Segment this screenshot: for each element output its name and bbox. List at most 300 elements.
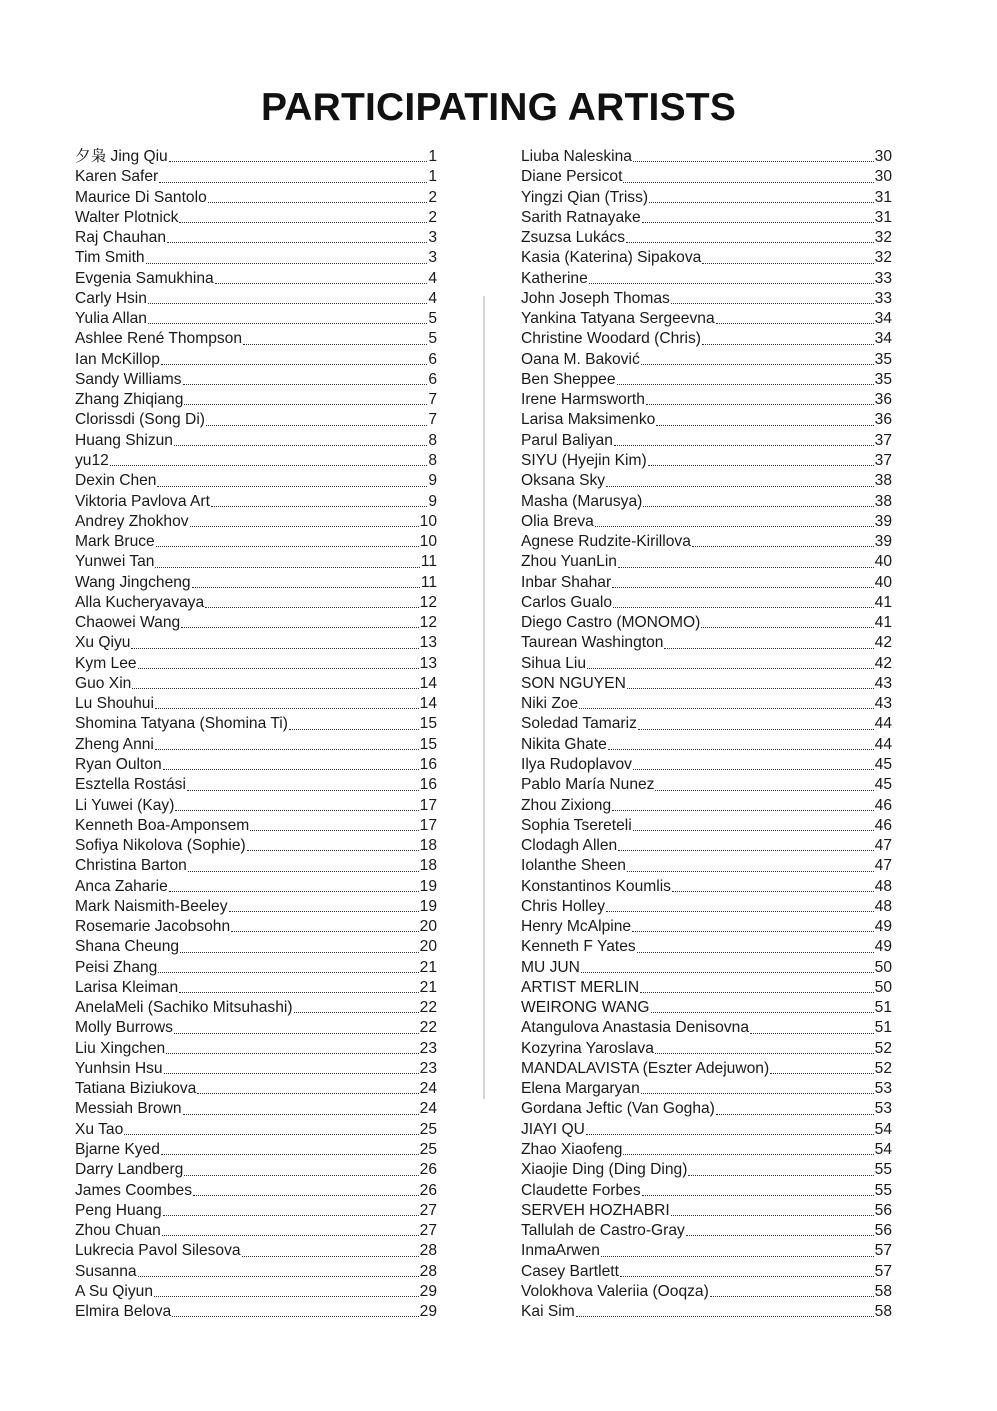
artist-name: Taurean Washington: [521, 634, 664, 652]
artist-name: Mark Naismith-Beeley: [75, 897, 228, 915]
dot-leader: [197, 1093, 418, 1094]
artist-entry: [75, 552, 437, 572]
page-number: 41: [874, 614, 892, 632]
page-number: 12: [419, 614, 437, 632]
page-title: PARTICIPATING ARTISTS: [260, 86, 737, 129]
dot-leader: [623, 1154, 873, 1155]
artist-entry: [521, 1241, 892, 1261]
artist-entry: [75, 877, 437, 897]
artist-entry: [75, 714, 437, 734]
dot-leader: [148, 323, 427, 324]
dot-leader: [188, 871, 419, 872]
artist-entry: [521, 674, 892, 694]
artist-name: Zheng Anni: [75, 735, 154, 753]
artist-entry: [75, 350, 437, 370]
artist-entry: [521, 1282, 892, 1302]
page-number: 38: [874, 492, 892, 510]
artist-name: Raj Chauhan: [75, 229, 167, 247]
artist-entry: [521, 248, 892, 268]
dot-leader: [192, 587, 420, 588]
artist-entry: [521, 978, 892, 998]
artist-name: Shana Cheung: [75, 938, 180, 956]
artist-name: Oana M. Baković: [521, 350, 640, 368]
dot-leader: [159, 182, 427, 183]
dot-leader: [155, 567, 419, 568]
dot-leader: [627, 688, 874, 689]
page-number: 21: [419, 958, 437, 976]
dot-leader: [618, 567, 874, 568]
dot-leader: [167, 242, 427, 243]
artist-name: Ian McKillop: [75, 350, 160, 368]
artist-name: Tatiana Biziukova: [75, 1080, 197, 1098]
dot-leader: [215, 283, 428, 284]
artist-entry: [75, 208, 437, 228]
page-number: 13: [419, 634, 437, 652]
artist-name: Volokhova Valeriia (Ooqza): [521, 1282, 709, 1300]
dot-leader: [183, 1114, 419, 1115]
dot-leader: [169, 891, 419, 892]
artist-name: Inbar Shahar: [521, 573, 612, 591]
dot-leader: [646, 404, 874, 405]
artist-name: Ashlee René Thompson: [75, 330, 243, 348]
dot-leader: [637, 952, 874, 953]
page-number: 19: [419, 877, 437, 895]
dot-leader: [179, 992, 418, 993]
artist-name: Sophia Tsereteli: [521, 816, 632, 834]
artist-entry: [521, 836, 892, 856]
artist-name: Ryan Oulton: [75, 755, 162, 773]
page-number: 9: [428, 472, 437, 490]
dot-leader: [231, 931, 418, 932]
page-number: 21: [419, 978, 437, 996]
artist-entry: [521, 451, 892, 471]
page-number: 17: [419, 816, 437, 834]
artist-entry: [75, 329, 437, 349]
artist-entry: [75, 410, 437, 430]
dot-leader: [180, 952, 419, 953]
artist-name: Evgenia Samukhina: [75, 269, 214, 287]
artist-entry: [75, 1282, 437, 1302]
page-number: 10: [419, 512, 437, 530]
page-number: 48: [874, 877, 892, 895]
artist-name: Molly Burrows: [75, 1019, 173, 1037]
artist-entry: [75, 431, 437, 451]
artist-entry: [521, 390, 892, 410]
artist-name: WEIRONG WANG: [521, 999, 650, 1017]
artist-entry: [75, 269, 437, 289]
dot-leader: [612, 810, 873, 811]
page-number: 38: [874, 472, 892, 490]
artist-name: Xu Qiyu: [75, 634, 131, 652]
artist-entry: [75, 775, 437, 795]
artist-entry: [521, 856, 892, 876]
dot-leader: [649, 202, 874, 203]
page-number: 5: [428, 330, 437, 348]
artist-name: Andrey Zhokhov: [75, 512, 189, 530]
page-number: 40: [874, 573, 892, 591]
page-number: 40: [874, 553, 892, 571]
artist-name: John Joseph Thomas: [521, 289, 670, 307]
artist-entry: [521, 228, 892, 248]
page-number: 45: [874, 776, 892, 794]
artist-entry: [75, 147, 437, 167]
artist-entry: [75, 188, 437, 208]
page-number: 25: [419, 1141, 437, 1159]
artist-name: Chris Holley: [521, 897, 606, 915]
page-number: 8: [428, 431, 437, 449]
artist-entry: [521, 309, 892, 329]
dot-leader: [686, 1235, 874, 1236]
dot-leader: [750, 1033, 874, 1034]
dot-leader: [138, 668, 419, 669]
artist-entry: [75, 816, 437, 836]
dot-leader: [181, 627, 418, 628]
dot-leader: [169, 161, 428, 162]
dot-leader: [579, 708, 873, 709]
artist-entry: [521, 816, 892, 836]
artist-entry: [521, 329, 892, 349]
artist-name: Diane Persicot: [521, 168, 623, 186]
dot-leader: [184, 404, 427, 405]
dot-leader: [250, 830, 418, 831]
dot-leader: [205, 607, 418, 608]
artist-name: SERVEH HOZHABRI: [521, 1201, 670, 1219]
artist-name: Tallulah de Castro-Gray: [521, 1222, 685, 1240]
dot-leader: [148, 303, 427, 304]
artist-name: Liuba Naleskina: [521, 148, 632, 165]
artist-name: Kasia (Katerina) Sipakova: [521, 249, 702, 267]
dot-leader: [206, 425, 427, 426]
dot-leader: [190, 526, 419, 527]
artist-entry: [75, 512, 437, 532]
artist-name: Soledad Tamariz: [521, 715, 637, 733]
artist-name: Chaowei Wang: [75, 614, 181, 632]
artist-entry: [521, 1140, 892, 1160]
page-number: 26: [419, 1181, 437, 1199]
artist-entry: [521, 714, 892, 734]
artist-entry: [75, 1262, 437, 1282]
artist-entry: [75, 958, 437, 978]
page-number: 36: [874, 411, 892, 429]
dot-leader: [632, 931, 874, 932]
dot-leader: [179, 222, 427, 223]
artist-list-right-column: [521, 147, 892, 1322]
artist-name: Yunhsin Hsu: [75, 1059, 163, 1077]
page-number: 5: [428, 310, 437, 328]
artist-name: Nikita Ghate: [521, 735, 607, 753]
dot-leader: [642, 222, 874, 223]
page-number: 4: [428, 269, 437, 287]
dot-leader: [243, 344, 427, 345]
artist-entry: [521, 188, 892, 208]
dot-leader: [671, 1215, 874, 1216]
page-number: 27: [419, 1222, 437, 1240]
page-number: 42: [874, 654, 892, 672]
artist-entry: [521, 1201, 892, 1221]
page-number: 8: [428, 451, 437, 469]
artist-name: Bjarne Kyed: [75, 1141, 160, 1159]
dot-leader: [294, 1012, 419, 1013]
page-number: 20: [419, 938, 437, 956]
page-number: 30: [874, 168, 892, 186]
artist-name: Li Yuwei (Kay): [75, 796, 175, 814]
page-number: 14: [419, 695, 437, 713]
dot-leader: [289, 729, 419, 730]
page-number: 24: [419, 1100, 437, 1118]
dot-leader: [641, 364, 874, 365]
artist-name: Parul Baliyan: [521, 431, 613, 449]
artist-name: Christina Barton: [75, 857, 187, 875]
dot-leader: [716, 1114, 874, 1115]
artist-name: 夕枭 Jing Qiu: [75, 148, 168, 165]
dot-leader: [576, 1316, 874, 1317]
artist-entry: [521, 694, 892, 714]
artist-name: Katherine: [521, 269, 588, 287]
artist-entry: [521, 1079, 892, 1099]
artist-name: Zhang Zhiqiang: [75, 391, 184, 409]
page-number: 14: [419, 674, 437, 692]
page-number: 54: [874, 1141, 892, 1159]
artist-name: Niki Zoe: [521, 695, 579, 713]
page-number: 24: [419, 1080, 437, 1098]
artist-entry: [521, 410, 892, 430]
dot-leader: [166, 1053, 418, 1054]
page-number: 48: [874, 897, 892, 915]
artist-entry: [521, 208, 892, 228]
page-number: 2: [428, 188, 437, 206]
page-number: 11: [420, 553, 437, 571]
page-number: 28: [419, 1262, 437, 1280]
artist-name: Sandy Williams: [75, 370, 182, 388]
page-number: 26: [419, 1161, 437, 1179]
artist-name: MANDALAVISTA (Eszter Adejuwon): [521, 1059, 770, 1077]
dot-leader: [124, 1134, 418, 1135]
page-number: 51: [874, 1019, 892, 1037]
dot-leader: [211, 506, 427, 507]
artist-name: MU JUN: [521, 958, 580, 976]
artist-entry: [521, 1120, 892, 1140]
page-number: 50: [874, 958, 892, 976]
dot-leader: [633, 769, 874, 770]
page-number: 1: [428, 168, 437, 186]
artist-name: Tim Smith: [75, 249, 145, 267]
artist-entry: [521, 350, 892, 370]
artist-entry: [75, 613, 437, 633]
page-number: 9: [428, 492, 437, 510]
artist-name: Clodagh Allen: [521, 837, 618, 855]
page-number: 49: [874, 918, 892, 936]
page-number: 3: [428, 249, 437, 267]
dot-leader: [651, 1012, 874, 1013]
dot-leader: [595, 526, 874, 527]
artist-entry: [75, 1201, 437, 1221]
artist-entry: [521, 735, 892, 755]
dot-leader: [174, 445, 427, 446]
artist-name: Henry McAlpine: [521, 918, 632, 936]
dot-leader: [161, 364, 427, 365]
artist-entry: [75, 937, 437, 957]
artist-name: James Coombes: [75, 1181, 192, 1199]
dot-leader: [671, 303, 874, 304]
dot-leader: [702, 344, 874, 345]
artist-entry: [75, 492, 437, 512]
artist-entry: [521, 1160, 892, 1180]
artist-name: Sihua Liu: [521, 654, 587, 672]
dot-leader: [132, 688, 418, 689]
page-number: 53: [874, 1100, 892, 1118]
artist-entry: [521, 937, 892, 957]
artist-entry: [521, 289, 892, 309]
artist-entry: [75, 1079, 437, 1099]
artist-entry: [75, 1241, 437, 1261]
page-number: 35: [874, 350, 892, 368]
artist-name: Clorissdi (Song Di): [75, 411, 205, 429]
page-number: 44: [874, 715, 892, 733]
dot-leader: [606, 486, 874, 487]
dot-leader: [174, 1033, 419, 1034]
artist-entry: [75, 1181, 437, 1201]
artist-entry: [75, 1018, 437, 1038]
artist-entry: [75, 998, 437, 1018]
page-number: 39: [874, 533, 892, 551]
artist-name: Wang Jingcheng: [75, 573, 191, 591]
artist-entry: [521, 370, 892, 390]
artist-name: Esztella Rostási: [75, 776, 186, 794]
page-number: 47: [874, 837, 892, 855]
dot-leader: [633, 161, 874, 162]
artist-name: ARTIST MERLIN: [521, 978, 640, 996]
artist-name: yu12: [75, 451, 109, 469]
dot-leader: [184, 1175, 418, 1176]
dot-leader: [613, 607, 874, 608]
page-number: 56: [874, 1201, 892, 1219]
page-number: 31: [874, 208, 892, 226]
dot-leader: [641, 1093, 874, 1094]
page-number: 46: [874, 816, 892, 834]
dot-leader: [640, 992, 874, 993]
artist-name: Larisa Maksimenko: [521, 411, 656, 429]
dot-leader: [155, 749, 419, 750]
page-number: 57: [874, 1242, 892, 1260]
artist-name: Kenneth F Yates: [521, 938, 636, 956]
artist-name: Kozyrina Yaroslava: [521, 1039, 654, 1057]
page-number: 6: [428, 370, 437, 388]
artist-name: Elena Margaryan: [521, 1080, 640, 1098]
dot-leader: [247, 850, 419, 851]
artist-name: Casey Bartlett: [521, 1262, 619, 1280]
artist-entry: [521, 796, 892, 816]
page-number: 34: [874, 330, 892, 348]
artist-entry: [521, 613, 892, 633]
page-number: 56: [874, 1222, 892, 1240]
page-number: 30: [874, 148, 892, 165]
artist-name: Sarith Ratnayake: [521, 208, 641, 226]
artist-name: Zhou Zixiong: [521, 796, 612, 814]
page-number: 7: [428, 411, 437, 429]
artist-name: Alla Kucheryavaya: [75, 593, 205, 611]
dot-leader: [617, 384, 874, 385]
page-number: 52: [874, 1039, 892, 1057]
artist-entry: [75, 451, 437, 471]
page-number: 43: [874, 695, 892, 713]
dot-leader: [183, 384, 428, 385]
page-number: 10: [419, 533, 437, 551]
page-number: 37: [874, 431, 892, 449]
page-number: 23: [419, 1059, 437, 1077]
artist-entry: [75, 248, 437, 268]
page-number: 16: [419, 776, 437, 794]
artist-name: Atangulova Anastasia Denisovna: [521, 1019, 749, 1037]
artist-name: Yulia Allan: [75, 310, 147, 328]
artist-name: Zsuzsa Lukács: [521, 229, 626, 247]
artist-name: Ben Sheppee: [521, 370, 616, 388]
artist-name: Mark Bruce: [75, 533, 155, 551]
page-number: 29: [419, 1303, 437, 1321]
artist-name: Guo Xin: [75, 674, 132, 692]
dot-leader: [138, 1276, 419, 1277]
artist-entry: [75, 897, 437, 917]
artist-entry: [75, 836, 437, 856]
artist-entry: [75, 309, 437, 329]
artist-entry: [521, 167, 892, 187]
dot-leader: [581, 972, 874, 973]
page-number: 32: [874, 229, 892, 247]
page-number: 57: [874, 1262, 892, 1280]
dot-leader: [172, 1316, 418, 1317]
dot-leader: [163, 1215, 419, 1216]
page-number: 47: [874, 857, 892, 875]
artist-name: Yunwei Tan: [75, 553, 155, 571]
artist-entry: [75, 694, 437, 714]
page-number: 18: [419, 857, 437, 875]
artist-entry: [521, 755, 892, 775]
dot-leader: [110, 465, 427, 466]
artist-name: Kym Lee: [75, 654, 137, 672]
artist-entry: [75, 1160, 437, 1180]
page-number: 49: [874, 938, 892, 956]
dot-leader: [672, 891, 874, 892]
artist-name: Xu Tao: [75, 1120, 124, 1138]
artist-name: Liu Xingchen: [75, 1039, 166, 1057]
artist-name: Zhao Xiaofeng: [521, 1141, 623, 1159]
dot-leader: [614, 445, 874, 446]
artist-name: Walter Plotnick: [75, 208, 179, 226]
artist-name: Konstantinos Koumlis: [521, 877, 671, 895]
artist-name: Peisi Zhang: [75, 958, 158, 976]
dot-leader: [163, 769, 419, 770]
artist-name: Zhou Chuan: [75, 1222, 161, 1240]
dot-leader: [587, 668, 874, 669]
page-number: 44: [874, 735, 892, 753]
page-number: 27: [419, 1201, 437, 1219]
artist-name: Rosemarie Jacobsohn: [75, 918, 231, 936]
page-number: 55: [874, 1181, 892, 1199]
dot-leader: [656, 425, 873, 426]
page-number: 13: [419, 654, 437, 672]
artist-entry: [75, 1099, 437, 1119]
artist-entry: [521, 958, 892, 978]
page-number: 1: [428, 148, 437, 165]
page-number: 55: [874, 1161, 892, 1179]
artist-name: InmaArwen: [521, 1242, 600, 1260]
artist-entry: [75, 917, 437, 937]
page-number: 29: [419, 1282, 437, 1300]
dot-leader: [586, 1134, 874, 1135]
dot-leader: [770, 1073, 873, 1074]
artist-entry: [75, 633, 437, 653]
artist-entry: [521, 1302, 892, 1322]
artist-entry: [521, 1221, 892, 1241]
